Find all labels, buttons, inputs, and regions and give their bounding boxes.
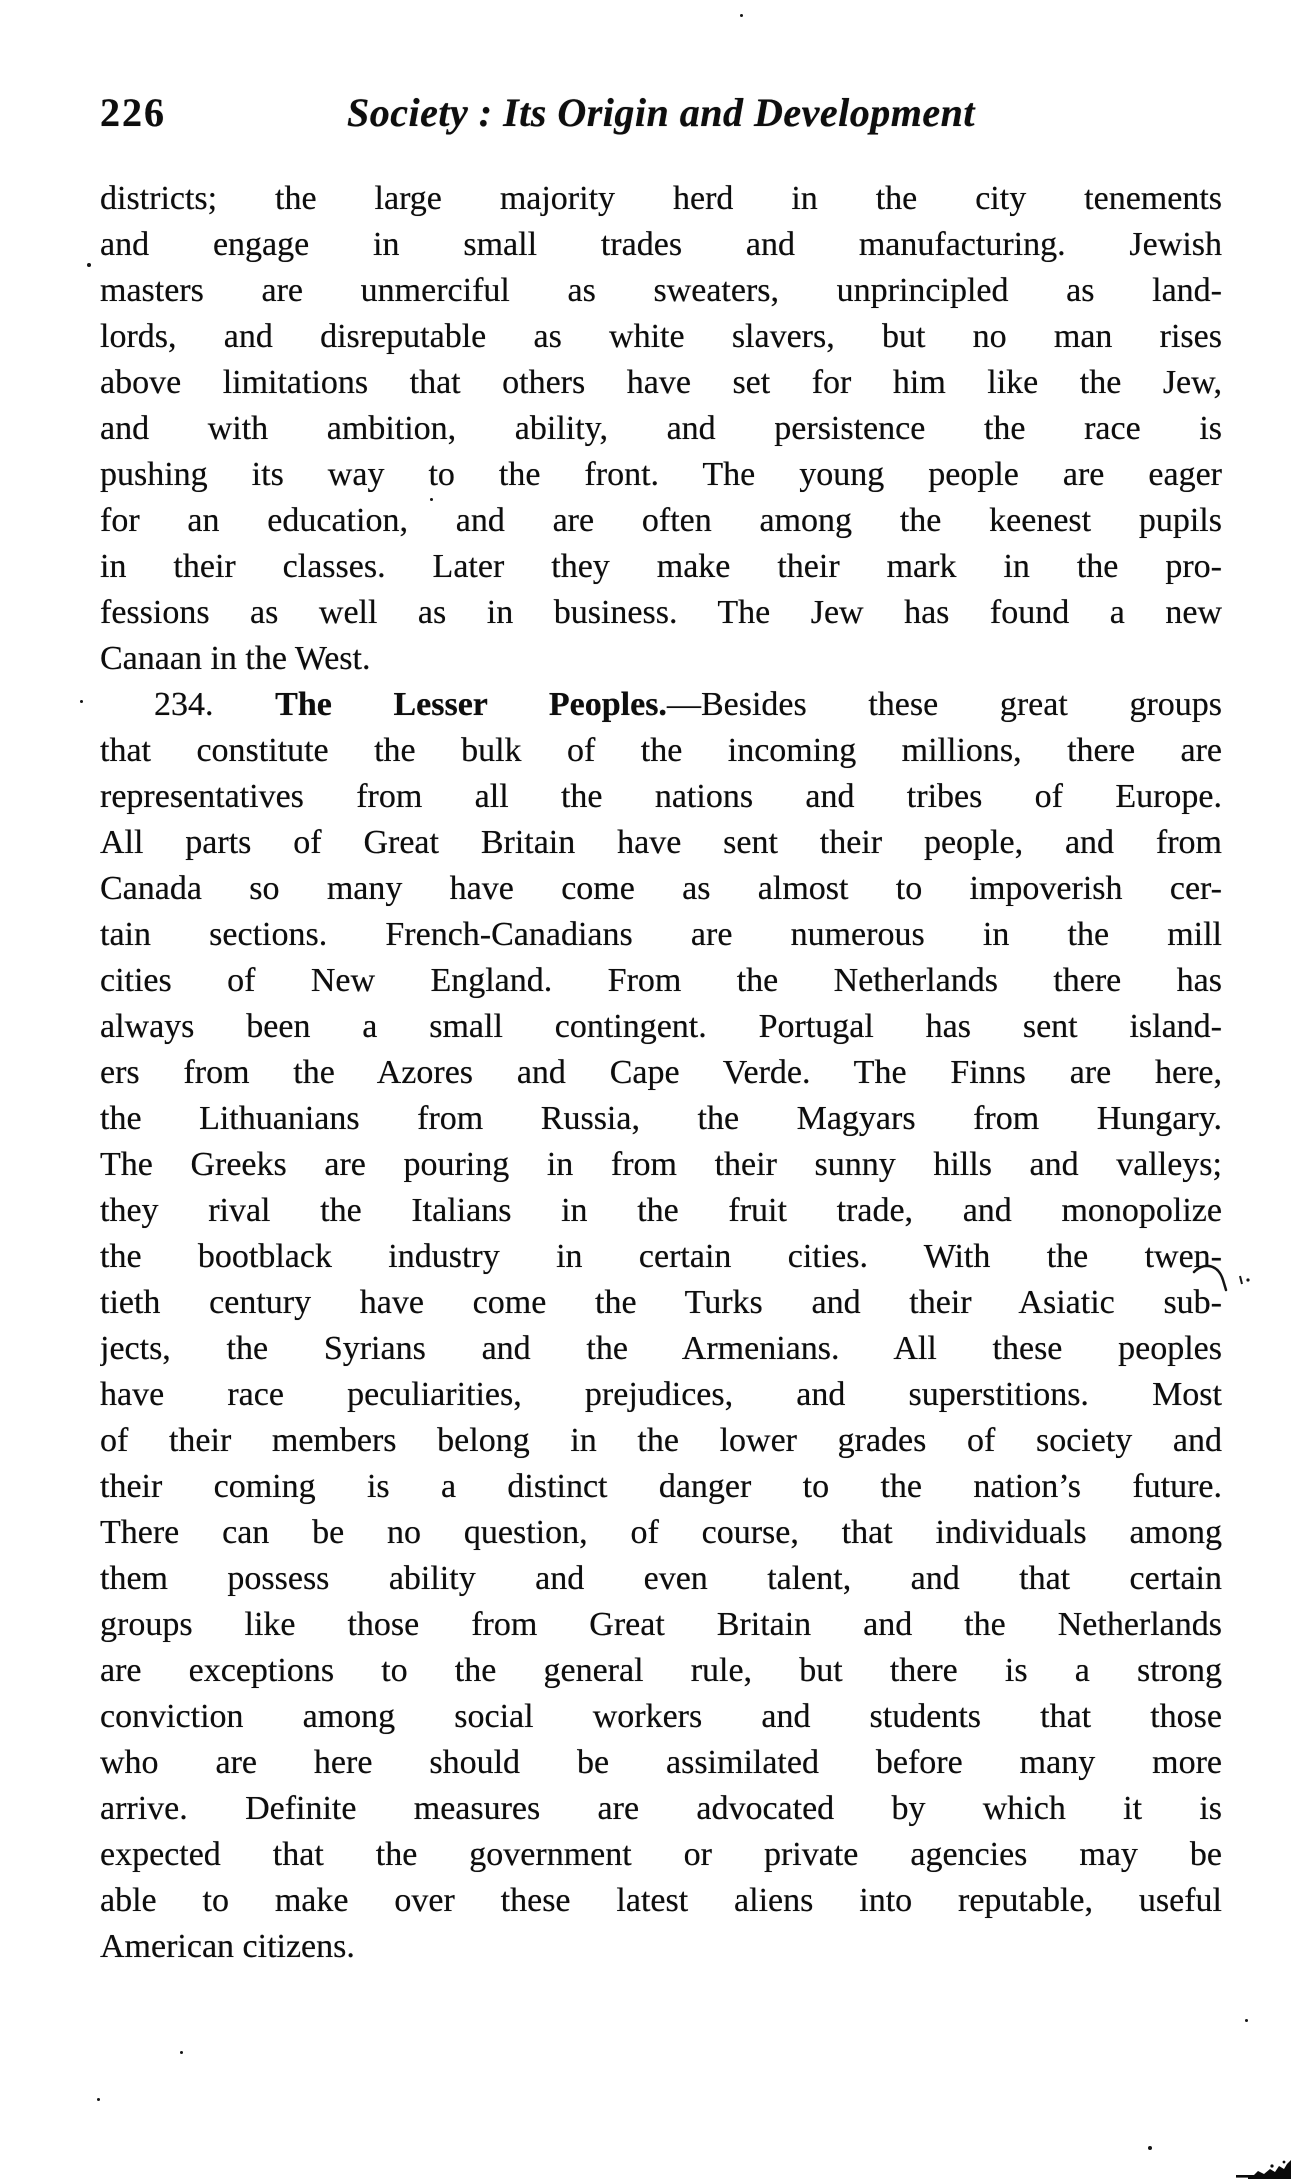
- running-title: Society : Its Origin and Development: [347, 90, 975, 135]
- body-text-line: conviction among social workers and students that those: [100, 1698, 1222, 1735]
- body-text-line: All parts of Great Britain have sent their people, and from: [100, 824, 1222, 861]
- body-text-line: cities of New England. From the Netherlands there has: [100, 962, 1222, 999]
- body-text-line: who are here should be assimilated before many more: [100, 1744, 1222, 1781]
- body-text-line: the Lithuanians from Russia, the Magyars from Hungary.: [100, 1100, 1222, 1137]
- ink-smudge-corner: [1234, 2158, 1291, 2179]
- ink-squiggle-mark: [1188, 1260, 1254, 1306]
- scan-speck: [430, 498, 433, 501]
- body-text-line: that constitute the bulk of the incoming millions, there are: [100, 732, 1222, 769]
- paragraph-1: [100, 176, 1222, 682]
- section-lead-text: —Besides these great groups: [666, 686, 1222, 723]
- body-text-line: There can be no question, of course, that individuals among: [100, 1514, 1222, 1551]
- body-text-line: have race peculiarities, prejudices, and superstitions. Most: [100, 1376, 1222, 1413]
- body-text-line: in their classes. Later they make their mark in the pro-: [100, 548, 1222, 585]
- body-text-line: they rival the Italians in the fruit trade, and monopolize: [100, 1192, 1222, 1229]
- body-text-line: Canada so many have come as almost to impoverish cer-: [100, 870, 1222, 907]
- body-text-line: groups like those from Great Britain and the Netherlands: [100, 1606, 1222, 1643]
- body-text-line: are exceptions to the general rule, but there is a strong: [100, 1652, 1222, 1689]
- body-text-line: The Greeks are pouring in from their sunny hills and valleys;: [100, 1146, 1222, 1183]
- body-text-line: and engage in small trades and manufacturing. Jewish: [100, 226, 1222, 263]
- scan-speck: [87, 263, 91, 267]
- body-text-line: of their members belong in the lower grades of society and: [100, 1422, 1222, 1459]
- body-text-line: jects, the Syrians and the Armenians. All these peoples: [100, 1330, 1222, 1367]
- body-text-line: and with ambition, ability, and persistence the race is: [100, 410, 1222, 447]
- scan-speck: [740, 14, 743, 17]
- page-header: [100, 86, 1222, 144]
- scan-speck: [1245, 2019, 1248, 2022]
- body-text-line: Canaan in the West.: [100, 640, 371, 677]
- body-text-line: expected that the government or private agencies may be: [100, 1836, 1222, 1873]
- section-title: The Lesser Peoples.: [275, 686, 667, 723]
- scan-speck: [97, 2098, 100, 2101]
- section-number: 234.: [154, 686, 214, 723]
- body-text-line: arrive. Definite measures are advocated by which it is: [100, 1790, 1222, 1827]
- body-text-line: districts; the large majority herd in the city tenements: [100, 180, 1222, 217]
- body-text-line: masters are unmerciful as sweaters, unprincipled as land-: [100, 272, 1222, 309]
- body-text-line: able to make over these latest aliens into reputable, useful: [100, 1882, 1222, 1919]
- scan-speck: [1148, 2146, 1152, 2150]
- body-text-line: the bootblack industry in certain cities. With the twen-: [100, 1238, 1222, 1275]
- body-text-line: for an education, and are often among the keenest pupils: [100, 502, 1222, 539]
- body-text-line: above limitations that others have set for him like the Jew,: [100, 364, 1222, 401]
- body-text-line: lords, and disreputable as white slavers, but no man rises: [100, 318, 1222, 355]
- body-text-line: tain sections. French-Canadians are numerous in the mill: [100, 916, 1222, 953]
- body-text-line: them possess ability and even talent, and that certain: [100, 1560, 1222, 1597]
- body-text-line: pushing its way to the front. The young people are eager: [100, 456, 1222, 493]
- body-text-line: their coming is a distinct danger to the nation’s future.: [100, 1468, 1222, 1505]
- body-text-line: representatives from all the nations and tribes of Europe.: [100, 778, 1222, 815]
- body-text-line: fessions as well as in business. The Jew has found a new: [100, 594, 1222, 631]
- scan-speck: [180, 2051, 183, 2054]
- paragraph-2: [100, 728, 1222, 1970]
- page-number: 226: [100, 90, 166, 135]
- body-text-line: always been a small contingent. Portugal has sent island-: [100, 1008, 1222, 1045]
- body-text-line: tieth century have come the Turks and their Asiatic sub-: [100, 1284, 1222, 1321]
- body-text-line: ers from the Azores and Cape Verde. The Finns are here,: [100, 1054, 1222, 1091]
- page-body: [100, 176, 1222, 1970]
- body-text-line: American citizens.: [100, 1928, 355, 1965]
- scan-speck: [80, 700, 83, 703]
- section-heading-line: [100, 682, 1222, 728]
